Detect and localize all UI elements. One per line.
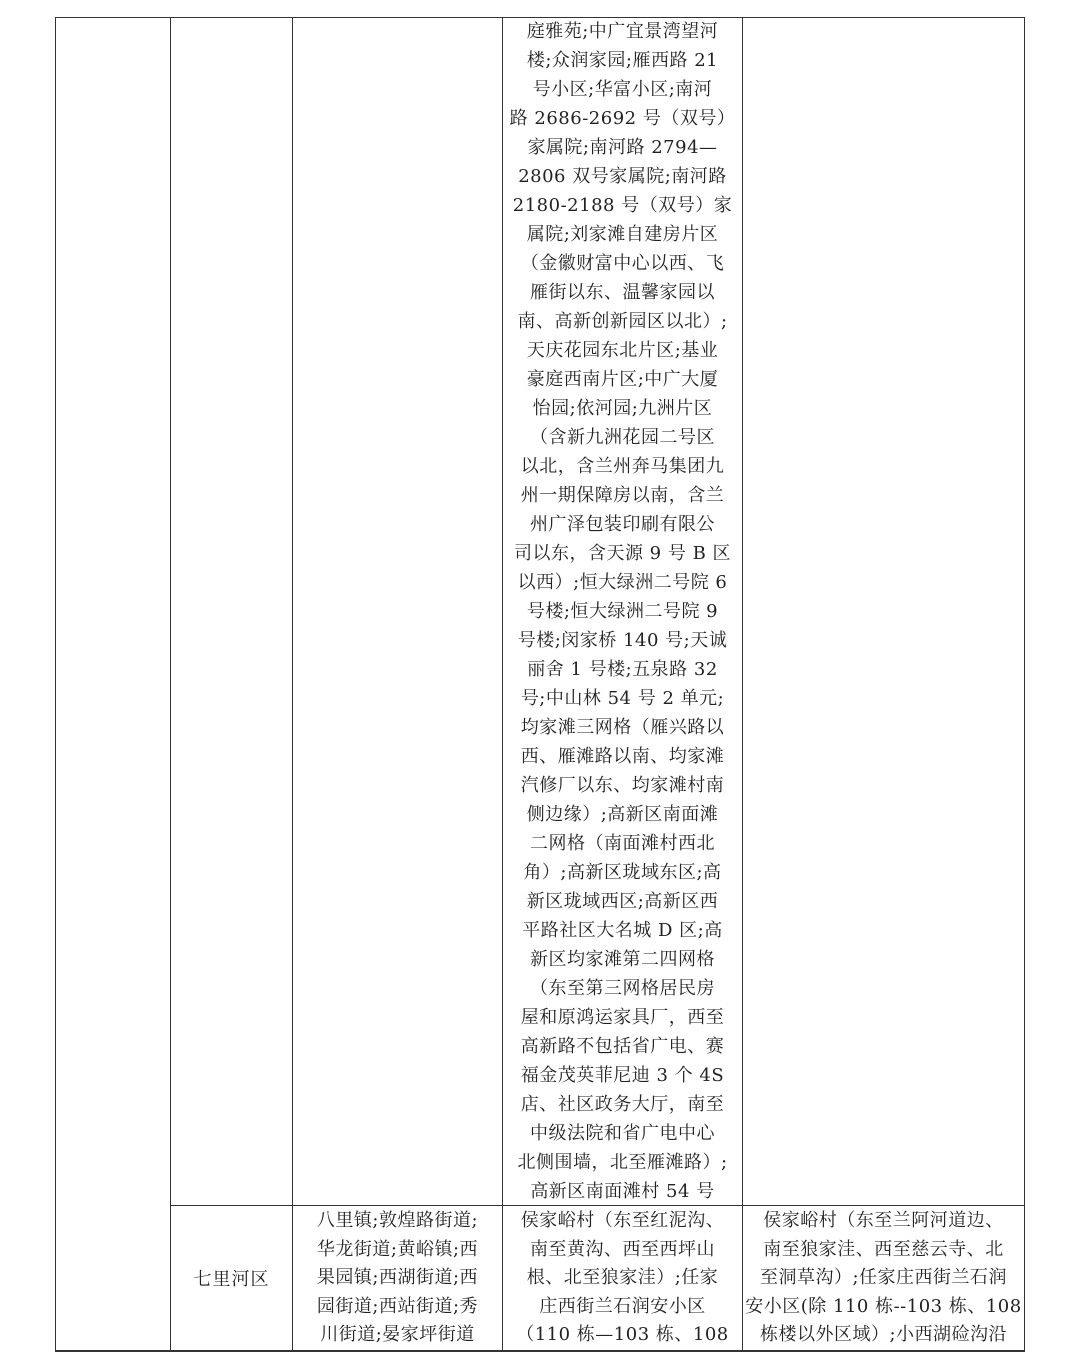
text-line: 庄西街兰石润安小区	[539, 1295, 706, 1317]
text-line: 北侧围墙，北至雁滩路）;	[517, 1152, 728, 1173]
text-line: 天庆花园东北片区;基业	[526, 340, 719, 361]
text-line: 高新路不包括省广电、赛	[520, 1036, 725, 1057]
text-line: 八里镇;敦煌路街道;	[316, 1210, 479, 1231]
text-line: 果园镇;西湖街道;西	[316, 1267, 479, 1288]
risk-area-cell	[503, 1207, 742, 1350]
text-line: （110 栋—103 栋、108	[516, 1324, 729, 1345]
text-line: 二网格（南面滩村西北	[530, 833, 715, 854]
column-divider	[292, 17, 293, 1351]
district-name: 七里河区	[193, 1269, 270, 1290]
risk-area-cell-2	[743, 1207, 1024, 1350]
text-line: 栋楼以外区域）;小西湖硷沟沿	[759, 1324, 1008, 1345]
text-line: 怡园;依河园;九洲片区	[532, 398, 713, 419]
text-line: 角）;高新区珑域东区;高	[523, 862, 722, 883]
text-line: 号小区;华富小区;南河	[532, 79, 713, 100]
text-line: 以北，含兰州奔马集团九	[520, 456, 725, 477]
text-line: 均家滩三网格（雁兴路以	[520, 717, 725, 738]
text-line: 2806 双号家属院;南河路	[518, 166, 727, 187]
streets-cell	[293, 1207, 502, 1350]
table-border-left	[55, 17, 56, 1351]
text-line: 属院;刘家滩自建房片区	[526, 224, 719, 245]
text-line: 庭雅苑;中广宜景湾望河	[526, 21, 719, 42]
column-divider	[742, 17, 743, 1351]
column-divider	[170, 17, 171, 1351]
text-line: 园街道;西站街道;秀	[316, 1295, 479, 1317]
text-line: 至洞草沟）;任家庄西街兰石润	[759, 1267, 1008, 1288]
text-line: 侯家峪村（东至兰阿河道边、	[763, 1210, 1004, 1231]
text-line: （含新九洲花园二号区	[530, 427, 715, 448]
text-line: 汽修厂以东、均家滩村南	[520, 775, 725, 796]
text-line: 雁街以东、温馨家园以	[530, 282, 715, 303]
text-line: 号楼;闵家桥 140 号;天诚	[517, 630, 728, 651]
text-line: 路 2686-2692 号（双号）	[509, 108, 736, 129]
text-line: 安小区(除 110 栋--103 栋、108	[745, 1295, 1022, 1317]
text-line: 楼;众润家园;雁西路 21	[526, 50, 719, 71]
text-line: 豪庭西南片区;中广大厦	[526, 369, 719, 390]
text-line: 根、北至狼家洼）;任家	[526, 1267, 719, 1288]
text-line: 新区珑域西区;高新区西	[526, 891, 719, 912]
text-line: 南、高新创新园区以北）;	[517, 311, 728, 332]
text-line: 2180-2188 号（双号）家	[512, 195, 733, 216]
text-line: 华龙街道;黄峪镇;西	[316, 1238, 479, 1260]
text-line: 店、社区政务大厅，南至	[520, 1094, 725, 1115]
text-line: 新区均家滩第二四网格	[530, 949, 715, 970]
text-line: 侧边缘）;高新区南面滩	[526, 804, 719, 825]
text-line: （东至第三网格居民房	[530, 978, 715, 999]
text-line: 号;中山林 54 号 2 单元;	[520, 688, 725, 709]
text-line: 南至黄沟、西至西坪山	[530, 1238, 715, 1260]
text-line: 丽舍 1 号楼;五泉路 32	[527, 659, 718, 680]
low-risk-areas-cell	[503, 17, 742, 1206]
text-line: 州一期保障房以南，含兰	[520, 485, 725, 506]
text-line: 家属院;南河路 2794—	[527, 137, 718, 158]
text-line: 南至狼家洼、西至慈云寺、北	[763, 1238, 1004, 1260]
text-line: 屋和原鸿运家具厂，西至	[520, 1007, 725, 1028]
table-border-right	[1024, 17, 1025, 1351]
text-line: 司以东，含天源 9 号 B 区	[513, 543, 732, 564]
text-line: 州广泽包装印刷有限公	[530, 514, 715, 535]
text-line: 侯家峪村（东至红泥沟、	[520, 1210, 725, 1231]
text-line: 西、雁滩路以南、均家滩	[520, 746, 725, 767]
text-line: 川街道;晏家坪街道	[320, 1324, 475, 1345]
text-line: 福金茂英菲尼迪 3 个 4S	[520, 1065, 725, 1086]
text-line: 以西）;恒大绿洲二号院 6	[517, 572, 728, 593]
table-border-bottom	[55, 1350, 1025, 1352]
text-line: 中级法院和省广电中心	[530, 1123, 715, 1144]
text-line: 高新区南面滩村 54 号	[530, 1181, 715, 1202]
text-line: 号楼;恒大绿洲二号院 9	[526, 601, 719, 622]
text-line: （金徽财富中心以西、飞	[520, 253, 725, 274]
text-line: 平路社区大名城 D 区;高	[522, 920, 723, 941]
